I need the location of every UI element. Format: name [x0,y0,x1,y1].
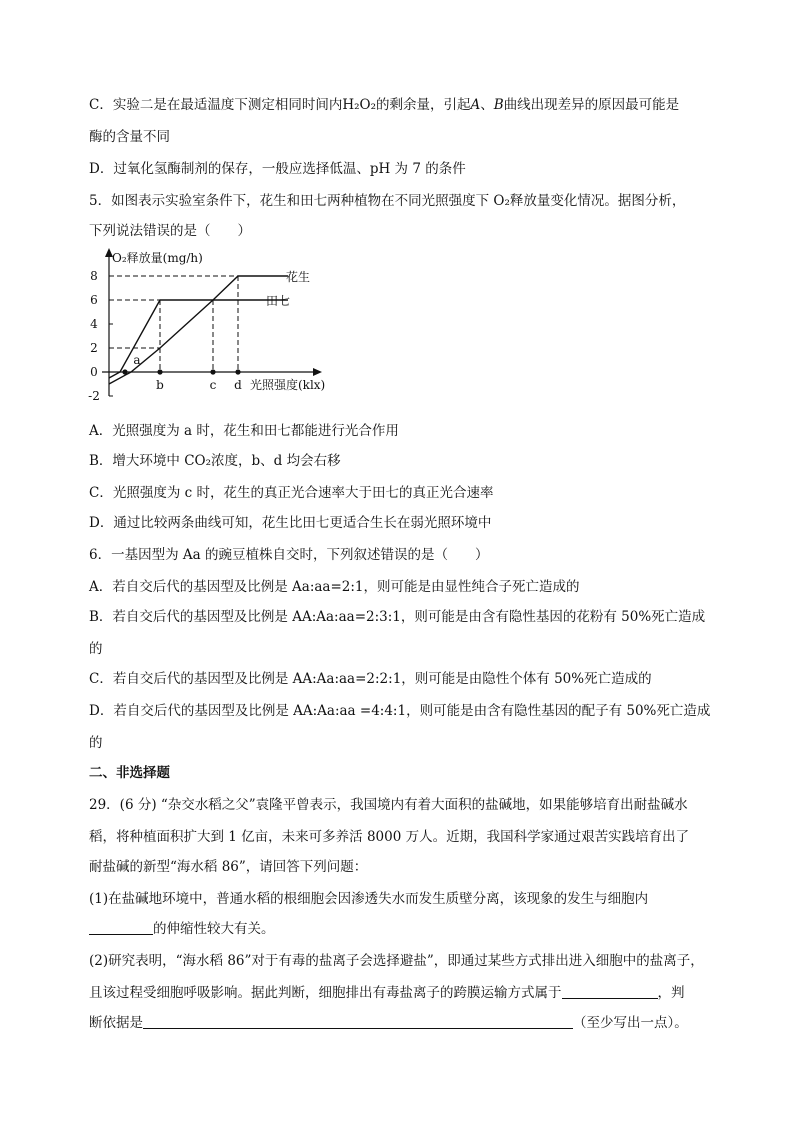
answer-blank-1[interactable] [89,920,153,935]
question-5-stem-2: 下列说法错误的是（ ） [89,223,251,239]
y-tick-label: -2 [88,389,100,403]
y-tick-label: 4 [90,317,98,331]
option-c-line-1: C．实验二是在最适温度下测定相同时间内H₂O₂的剩余量，引起A、B曲线出现差异的原因最可能是 [89,97,680,113]
y-tick-label: 6 [90,293,98,307]
series-label-tianqi: 田七 [266,294,291,308]
question-6-option-d-2: 的 [89,735,103,751]
x-axis-label: 光照强度(klx) [250,378,326,392]
series-label-huasheng: 花生 [286,270,311,284]
x-mark-label-d: d [234,378,242,392]
question-6-option-c: C．若自交后代的基因型及比例是 AA:Aa:aa=2:2:1，则可能是由隐性个体有 50%死亡造成的 [89,671,652,687]
question-6-option-b-1: B．若自交后代的基因型及比例是 AA:Aa:aa=2:3:1，则可能是由含有隐性基因的花粉有 50%死亡造成 [89,609,706,625]
option-c-line-2: 酶的含量不同 [89,129,170,145]
question-5-option-b: B．增大环境中 CO₂浓度，b、d 均会右移 [89,453,341,469]
x-mark-label-c: c [209,378,217,392]
question-29-part-1-line-2: 的伸缩性较大有关。 [89,920,275,938]
question-29-stem-2: 稻，将种植面积扩大到 1 亿亩，未来可多养活 8000 万人。近期，我国科学家通过艰苦实践培育出了 [89,829,690,845]
answer-blank-3[interactable] [143,1014,573,1029]
y-axis-label: O₂释放量(mg/h) [112,251,203,265]
question-6-option-b-2: 的 [89,641,103,657]
question-5-stem-1: 5．如图表示实验室条件下，花生和田七两种植物在不同光照强度下 O₂释放量变化情况。据图分析， [89,193,686,209]
question-29-part-2-line-1: (2)研究表明，“海水稻 86”对于有毒的盐离子会选择避盐”，即通过某些方式排出进入细胞中的盐离子， [89,953,704,969]
question-29-stem-1: 29．(6 分) “杂交水稻之父”袁隆平曾表示，我国境内有着大面积的盐碱地，如果能够培育出耐盐碱水 [89,797,688,813]
question-6-option-d-1: D．若自交后代的基因型及比例是 AA:Aa:aa =4:4:1，则可能是由含有隐性基因的配子有 50%死亡造成 [89,703,711,719]
x-axis-arrow [313,368,322,376]
question-6-stem: 6．一基因型为 Aa 的豌豆植株自交时，下列叙述错误的是（ ） [89,547,489,563]
question-5-option-d: D．通过比较两条曲线可知，花生比田七更适合生长在弱光照环境中 [89,515,492,531]
y-tick-label: 8 [90,269,98,283]
x-point-b [157,369,162,374]
curve-huasheng [109,276,291,384]
question-29-part-1-line-1: (1)在盐碱地环境中，普通水稻的根细胞会因渗透失水而发生质壁分离，该现象的发生与细胞内 [89,891,649,907]
x-mark-label-b: b [156,378,164,392]
question-6-option-a: A．若自交后代的基因型及比例是 Aa:aa=2:1，则可能是由显性纯合子死亡造成的 [89,579,580,595]
x-point-d [235,369,240,374]
question-29-part-2-line-3: 断依据是 （至少写出一点）。 [89,1015,688,1031]
y-tick-label: 2 [90,341,98,355]
option-d-line: D．过氧化氢酶制剂的保存，一般应选择低温、pH 为 7 的条件 [89,161,466,177]
question-29-stem-3: 耐盐碱的新型“海水稻 86”，请回答下列问题： [89,859,368,875]
question-5-option-c: C．光照强度为 c 时，花生的真正光合速率大于田七的真正光合速率 [89,485,494,501]
section-heading-nonchoice: 二、非选择题 [89,765,170,781]
x-point-c [210,369,215,374]
o2-release-chart [80,246,350,416]
x-mark-label-a: a [133,353,141,367]
y-tick-label: 0 [90,365,98,379]
question-29-part-2-line-2: 且该过程受细胞呼吸影响。据此判断，细胞排出有毒盐离子的跨膜运输方式属于 ，判 [89,985,685,1001]
x-point-a [122,369,127,374]
answer-blank-2[interactable] [562,984,658,999]
question-5-option-a: A．光照强度为 a 时，花生和田七都能进行光合作用 [89,423,399,439]
